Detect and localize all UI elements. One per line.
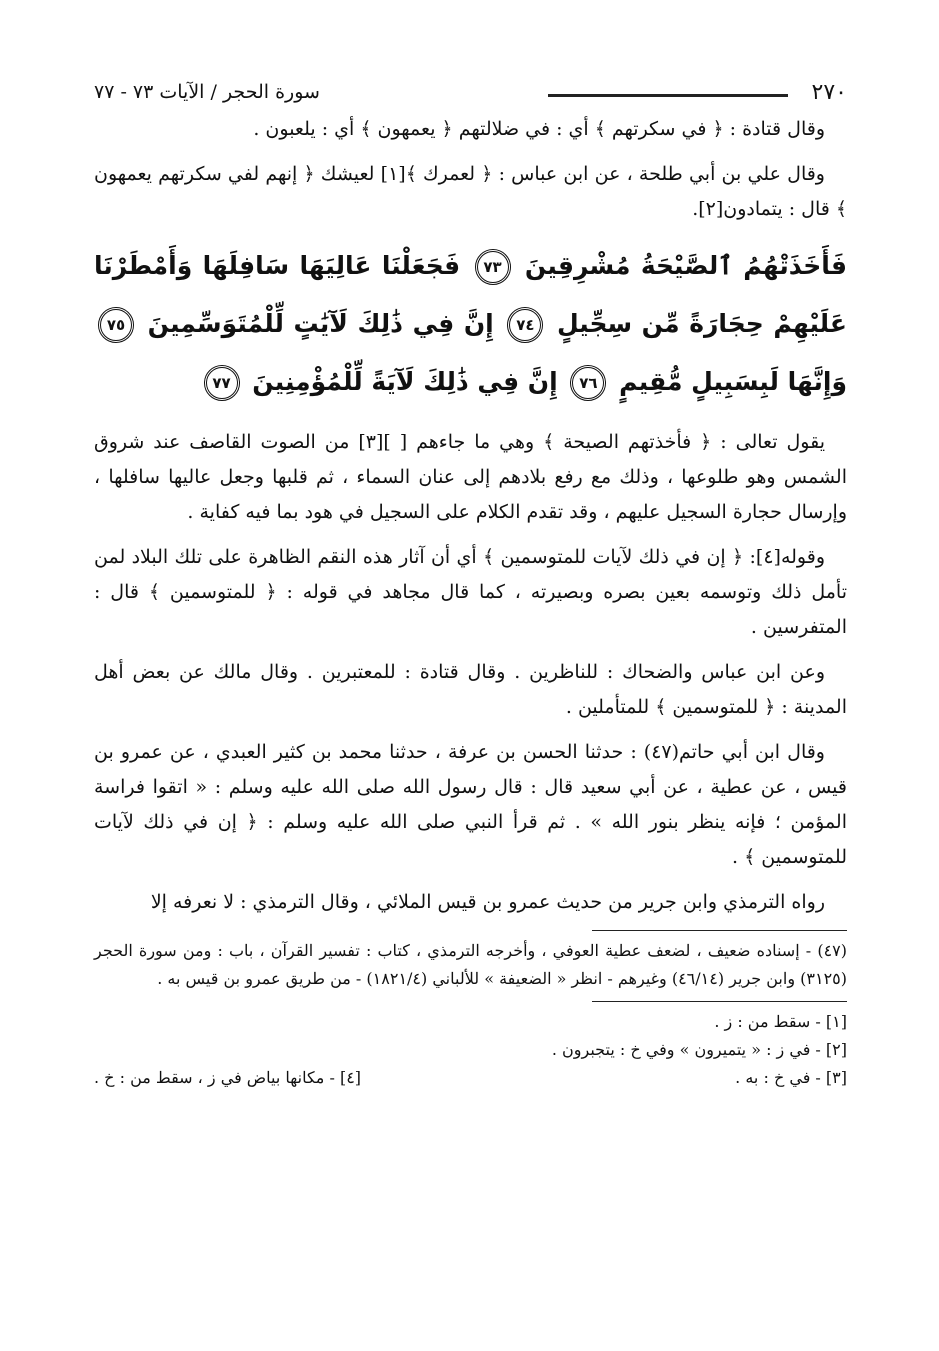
- header-rule: [548, 94, 788, 97]
- note-4: [٤] - مكانها بياض في ز ، سقط من : خ .: [94, 1068, 362, 1087]
- quran-verses: [94, 237, 847, 411]
- note-3: [٣] - في خ : به .: [735, 1068, 847, 1087]
- quran-segment: إِنَّ فِي ذَٰلِكَ لَآيَةً لِّلْمُؤْمِنِينَ: [252, 367, 558, 396]
- paragraph-ali-ibn-abi-talha: وقال علي بن أبي طلحة ، عن ابن عباس : ﴿ لعمرك ﴾[١] لعيشك ﴿ إنهم لفي سكرتهم يعمهون ﴾ قال : يتمادون[٢].: [94, 163, 847, 220]
- page-number: ٢٧٠: [811, 79, 847, 105]
- note-2: [٢] - في ز : « يتميرون » وفي خ : يتجبرون .: [551, 1040, 847, 1059]
- ayah-number-75: ٧٥: [98, 307, 134, 343]
- quran-segment: فَأَخَذَتْهُمُ ٱلصَّيْحَةُ مُشْرِقِينَ: [524, 251, 847, 280]
- ayah-number-74: ٧٤: [507, 307, 543, 343]
- commentary-paragraph: وقوله[٤]: ﴿ إن في ذلك لآيات للمتوسمين ﴾ أي أن آثار هذه النقم الظاهرة على تلك البلاد لمن تأمل ذلك وتوسمه بعين بصره وبصيرته ، كما قال مجاهد في قوله : ﴿ للمتوسمين ﴾ قال : المتفرسين .: [94, 546, 847, 638]
- footnote-47: (٤٧) - إسناده ضعيف ، لضعف عطية العوفي ، وأخرجه الترمذي ، كتاب : تفسير القرآن ، باب : ومن سورة الحجر (٣١٢٥) وابن جرير (٤٦/١٤) وغيرهم - انظر « الضعيفة » للألباني (١٨٢١/٤) - من طريق عمرو بن قيس به .: [94, 941, 847, 988]
- quran-segment: فَجَعَلْنَا عَالِيَهَا سَافِلَهَا وَأَمْطَرْنَا عَلَيْهِمْ حِجَارَةً مِّن سِجِّيلٍ: [94, 251, 847, 338]
- quran-segment: إِنَّ فِي ذَٰلِكَ لَآيَٰتٍ لِّلْمُتَوَسِّمِينَ: [147, 309, 494, 338]
- commentary-paragraph: رواه الترمذي وابن جرير من حديث عمرو بن قيس الملائي ، وقال الترمذي : لا نعرفه إلا: [150, 891, 825, 913]
- commentary-paragraph: وعن ابن عباس والضحاك : للناظرين . وقال قتادة : للمعتبرين . وقال مالك عن بعض أهل المدينة : ﴿ للمتوسمين ﴾ للمتأملين .: [94, 661, 847, 718]
- footnote-separator: [592, 930, 847, 931]
- note-1: [١] - سقط من : ز .: [714, 1012, 847, 1031]
- ayah-number-73: ٧٣: [475, 249, 511, 285]
- quran-segment: وَإِنَّهَا لَبِسَبِيلٍ مُّقِيمٍ: [619, 367, 847, 396]
- notes-row: [94, 1064, 847, 1092]
- ayah-number-76: ٧٦: [570, 365, 606, 401]
- page-header: [94, 72, 847, 112]
- notes-separator: [592, 1001, 847, 1002]
- commentary-paragraph: وقال ابن أبي حاتم(٤٧) : حدثنا الحسن بن عرفة ، حدثنا محمد بن كثير العبدي ، عن عمرو بن قيس ، عن عطية ، عن أبي سعيد قال : قال رسول الله صلى الله عليه وسلم : « اتقوا فراسة المؤمن ؛ فإنه ينظر بنور الله » . ثم قرأ النبي صلى الله عليه وسلم : ﴿ إن في ذلك لآيات للمتوسمين ﴾ .: [94, 741, 847, 868]
- paragraph-qatada: وقال قتادة : ﴿ في سكرتهم ﴾ أي : في ضلالتهم ﴿ يعمهون ﴾ أي : يلعبون .: [253, 118, 825, 140]
- commentary-paragraph: يقول تعالى : ﴿ فأخذتهم الصيحة ﴾ وهي ما جاءهم [ ][٣] من الصوت القاصف عند شروق الشمس وهو طلوعها ، وذلك مع رفع بلادهم إلى عنان السماء ، ثم قلبها وجعل عاليها سافلها ، وإرسال حجارة السجيل عليهم ، وقد تقدم الكلام على السجيل في هود بما فيه كفاية .: [94, 431, 847, 523]
- running-title: سورة الحجر / الآيات ٧٣ - ٧٧: [94, 81, 320, 103]
- ayah-number-77: ٧٧: [204, 365, 240, 401]
